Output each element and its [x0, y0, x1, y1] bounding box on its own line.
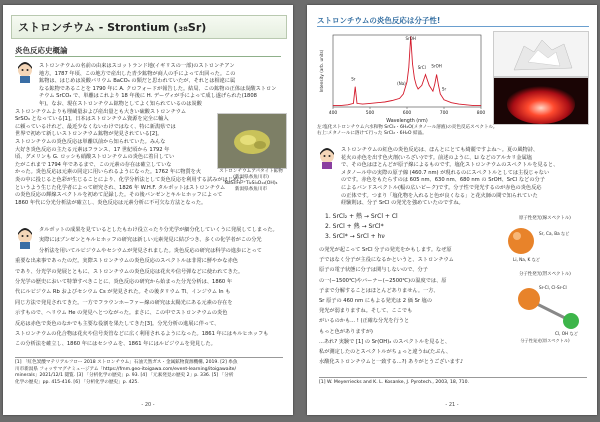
text-line: 発光が弱まりますね。そして、ここでも	[319, 308, 413, 315]
spectrum-point	[473, 105, 474, 106]
text-line: 重要な出来事であったのだ。実際ストロンチウムの炎色反応のスペクトルは非常に鮮やかな赤色	[15, 258, 238, 265]
text-line: かった。炎色反応は元素の同定に用いられるようになった。1762 年に物質を火	[15, 169, 202, 176]
emission-spectrum-chart	[317, 31, 485, 123]
caption-line: ストロンチウムアパタイト鉱物	[219, 169, 283, 174]
bond-line	[535, 303, 567, 319]
text-line: 私が測定したのとスペクトルがちょっと違うね(たぶん、	[319, 349, 452, 355]
text-line: チウム SrCO₃ で、単離はこれより 18 年後に H. デーヴィが手によって成し遂げられた(1808	[39, 93, 257, 100]
legend-atomic-label: 原子性発光(線スペクトル)	[519, 216, 571, 221]
legend-item: Sr-Cl, Cl-Sr-Cl	[539, 285, 567, 290]
sr-molecule-atom-icon	[518, 288, 540, 310]
text-line: タルボットの成果を見ているとしたもわけ役立ったり分光学が細分化していくうに発展してしまった。	[39, 227, 278, 233]
peak-annotation: Sr	[441, 86, 447, 92]
spectrum-point	[422, 85, 423, 86]
reaction-item: 3. SrCl* → SrCl + hν	[325, 233, 385, 240]
section-heading: 炎色反応史概論	[15, 46, 68, 55]
text-line: 炎の中に投じると色彩が生じることにより、化学分析法として炎色反応を利用する試みがはじめて	[15, 177, 244, 183]
spectrum-point	[403, 94, 404, 95]
footnote-line: [1] W. Meyerriecks and K. L. Kosanke, J. Pyrotech., 2003, 18, 710.	[319, 380, 469, 385]
text-line: 分析法を用いてルビジウムやセシウムが発見されました。炎色反応の研究は科学の進歩にとって	[39, 247, 262, 254]
text-line: 鉱物は、はじめは炭酸バリウム BaCO₃ の類だと思われていたが、それとは相違に属	[39, 78, 236, 85]
text-line: というよう生じた化学者によって研究され、1826 年 W.H.F. タルボットはストロンチウム	[15, 184, 226, 191]
page-right	[307, 5, 597, 415]
cl-atom-icon	[563, 313, 579, 329]
character-avatar-2-icon	[15, 227, 35, 249]
spectrum-point	[451, 102, 452, 103]
text-line: ストロンチウムの紅色の炎色反応は、ほんとにとても綺麗ですよね〜。夏の風物詩、	[341, 147, 539, 153]
spectrum-point	[481, 105, 482, 106]
legend-note: 分子性発光(帯スペクトル)	[520, 338, 570, 343]
text-line: SrSO₄ となっている[1]。日本はストロンチウム資源を完全に輸入	[15, 116, 169, 123]
text-line: 頃、グメリンも G. ロッシも硝酸ストロンチウムの炎色に着目してい	[15, 154, 175, 161]
spectrum-point	[333, 105, 334, 106]
text-line: 地方。1787 年頃、この地方で産出した青少鉱物が商人の手によって出回った。この	[39, 70, 236, 77]
caption-line: 新潟県糸魚川市	[234, 187, 268, 192]
text-line: 子ではなく分子が主役になるかというと、ストロンチウム	[319, 257, 454, 264]
caption-line: 左:塩化ストロンチウム六水和物 SrCl₂・6H₂O(メタノール溶液)の炎色反応スペクトル。	[317, 125, 498, 130]
red-flame-image	[494, 78, 588, 124]
footnote-line: minerals」2021/12/1 閲覧. [3] 「分析化学の歴史」p. 93. [4] 「元素発見の歴史 2」p. 336. [5] 「分析	[15, 373, 234, 379]
text-line: 子まで分解することはほとんどありません。一方、	[319, 287, 439, 294]
text-line: 水酸化ストロンチウムと一致する...?) ありがとうございます♪	[319, 359, 464, 366]
text-line: なる鉱物であることを 1790 年に A. クロフォードが報告した。結局、この鉱物の正体は炭酸ストロン	[39, 85, 277, 92]
peak-annotation: (Na)	[397, 80, 406, 86]
x-tick-label: 700	[439, 111, 449, 116]
text-line: で、その色はほとんどが原子線によるものです。塩化ストロンチウムのスペクトルを見ると、	[341, 162, 559, 169]
spectrum-point	[414, 78, 415, 79]
flame-photo	[493, 77, 589, 125]
spectrum-point	[377, 102, 378, 103]
text-line: ストロンチウムの化合物は花火や信号炎管などに広く利用されるようになった。1861 年にはキルヒホッフも	[15, 331, 269, 337]
text-line: ...あれ? 実験で [1] の Sr(OH)₂ のスペクトルを見ると、	[319, 338, 451, 345]
x-axis-label: Wavelength (nm)	[386, 119, 428, 124]
spectrum-point	[425, 74, 426, 75]
text-line: メタノール中の実際の原子線 (460.7 nm) が現れるのにスペクトルとしては主役じゃない	[341, 169, 550, 176]
crystal-image	[494, 32, 588, 76]
peak-annotation: SrOH	[431, 63, 442, 69]
plot-area	[333, 35, 481, 107]
text-line: であり、分光学の発展とともに、ストロンチウムの炎色反応は花火や信号弾などに使われてきた。	[15, 268, 244, 275]
x-tick-label: 800	[476, 111, 486, 116]
spectrum-point	[416, 85, 417, 86]
element-title: ストロンチウム - Strontium (₃₈Sr)	[18, 21, 207, 34]
page-number: - 21 -	[445, 402, 459, 408]
spectrum-point	[438, 85, 439, 86]
text-line: の発光が起こって SrCl 分子の発光をかもします。なぜ原	[319, 247, 452, 253]
text-line: 実際にはブンゼンとキルヒホッフの研究は新しい元素発見に結びつき、多くの化学者がこの分光	[39, 237, 262, 244]
text-line: 同じ方法で発見されてきた。一方でフラウンホーファー線の研究は太陽光にある元素の存在を	[15, 299, 233, 306]
crystal-photo	[493, 31, 589, 77]
text-line: 反応は赤色で炎色のなかでも主要な役割を果たしてきた[3]。分光分析の進展に伴って、	[15, 320, 220, 327]
spectrum-point	[348, 105, 349, 106]
spectrum-point	[340, 105, 341, 106]
text-line: に頼っているけれど、最近少なくないわけではなく、特に新潟県では	[15, 123, 176, 130]
spectrum-point	[399, 98, 400, 99]
spectrum-point	[459, 104, 460, 105]
character-avatar-icon	[15, 61, 35, 83]
spectrum-point	[353, 103, 354, 104]
x-tick-label: 400	[328, 111, 338, 116]
text-line: がいるのかも... ! (正確な分光を行うと	[319, 318, 410, 325]
text-line: ストロンチウムの名前の由来はスコットランド地(イギリスの一部)のストロンチアン	[39, 63, 235, 69]
spectrum-point	[433, 91, 434, 92]
chart-caption	[317, 125, 589, 138]
legend-item: Cl, OH など	[555, 331, 578, 336]
spectrum-point	[357, 103, 358, 104]
atom-highlight	[513, 232, 521, 240]
spectrum-point	[362, 104, 363, 105]
peak-annotation: SrOH	[405, 36, 416, 41]
text-line: の正体です。つまり「塩化物を入れると色が良くなる」と花火師の間で知られていた	[341, 192, 538, 199]
text-line: によるバンドスペクトル(幅の広いピーク)です。分子性で発光するのが赤色の炎色反応	[341, 185, 542, 191]
spectrum-point	[407, 82, 408, 83]
spectrum-point	[412, 64, 413, 65]
spectrum-point	[444, 100, 445, 101]
reaction-item: 2. SrCl + 熱 → SrCl*	[325, 223, 384, 230]
legend-molecular-label: 分子性発光(帯スペクトル)	[519, 272, 571, 277]
footnotes	[319, 377, 587, 387]
text-line: ストロンチウムの炎色反応は単離以前から知られていた。みんな	[15, 139, 166, 145]
element-title-band	[11, 15, 287, 39]
mineral-image	[218, 114, 286, 168]
x-tick-label: 600	[402, 111, 412, 116]
footnote-line: 川市新潟県 フォッサマグナミュージアム「https://fmm.geo-itoigawa.com/event-learning/itoigawaite/	[15, 366, 237, 372]
spectrum-point	[434, 84, 435, 85]
caption-line: NaSrᵢFe²⁺Ti₂Si₄O₁₄(OH)₄	[224, 181, 278, 186]
text-line: 原子の電子状態に分子は関与しないので、分子	[319, 267, 428, 274]
spectrum-point	[355, 87, 356, 88]
spectrum-point	[418, 89, 419, 90]
text-line: 代にルビジウム Rb およびセシウム Cs が発見された。その後タリウム Tl、インジウム In も	[15, 289, 231, 296]
page-left	[3, 5, 293, 415]
text-line: の一(−1500℃)やバーナー(−2500℃)の温度では、原	[319, 277, 447, 284]
text-line: 花火の赤色を出す色火剤(いろざい)です。前述のように、Li などのアルカリ金属塩	[341, 154, 532, 161]
spectrum-point	[440, 94, 441, 95]
text-line: Sr 原子の 460 nm にもよる発光は 2 価 Sr 塩の	[319, 298, 433, 304]
peak-annotation: SrCl	[417, 65, 426, 70]
text-line: この分析法を確立し、1860 年にはセシウムを、1861 年にはルビジウムを発見した。	[15, 341, 216, 348]
text-line: 分光学の歴史において特筆すべきことに、炎色反応の研究から始まった分光分析は、1860 年	[15, 279, 233, 285]
spectrum-point	[385, 102, 386, 103]
text-line: のです。赤色をもたらすのは 605 nm、630 nm、680 nm の SrOH、SrCl などの分子	[341, 177, 545, 184]
text-line: 世界で初めて新しいストロンチウム鉱物が発見されている[2]。	[15, 131, 163, 138]
x-tick-label: 500	[365, 111, 375, 116]
text-line: ストロンチウムよりも埋蔵量および産出量とも大きい硫酸ストロンチウム	[15, 108, 187, 115]
text-line: 経験則は、分子 SrCl の発光を強めていたのですね。	[341, 200, 464, 207]
text-line: 1860 年代に分光分析法が確立し、炎色反応は元素分析に不可欠な方法となった。	[15, 199, 207, 206]
y-axis-label: Intensity (arb. units)	[319, 49, 324, 93]
page-number: - 20 -	[141, 402, 155, 408]
text-line: たがこれまで 1794 年であるまで、この元素の存在は確立していな	[15, 161, 172, 168]
spectrum-point	[436, 74, 437, 75]
peak-annotation: Sr	[351, 76, 356, 82]
section-rule	[15, 56, 281, 57]
footnote-line: [1] 「紅色炭酸マテリアルフロー 2018 ストロンチウム」石油天然ガス・金属鉱物資源機構, 2019. [2] 糸魚	[15, 360, 238, 365]
footnotes	[15, 357, 283, 386]
legend-item: Li, Na, K など	[513, 257, 540, 262]
spectrum-point	[409, 67, 410, 68]
mineral-photo	[217, 113, 287, 169]
sr-atom-icon	[508, 228, 534, 254]
caption-line: 右上:メタノールに溶けて行った SrCl₂・6H₂O 結晶。	[317, 131, 427, 137]
spectrum-point	[429, 85, 430, 86]
text-line: の炎色反応の輝線スペクトルを初めて記録した。その後バンゼンとキルヒホッフによって	[15, 192, 223, 199]
heading-rule	[317, 26, 589, 27]
emission-diagram	[505, 213, 593, 343]
mineral-caption	[213, 169, 289, 193]
spectrum-point	[466, 105, 467, 106]
text-line: 年)。なお、現在ストロンチウム鉱物としてよく知られているのは炭酸	[39, 101, 202, 107]
spectrum-point	[370, 103, 371, 104]
text-line: もっと色がありますが)	[319, 328, 373, 335]
legend-item: Sr, Ca, Ba など	[539, 231, 570, 236]
character-avatar-3-icon	[317, 147, 337, 169]
footnote-line: 化学の歴史」pp. 415-416. [6] 「分析化学の歴史」p. 425.	[15, 379, 139, 385]
text-line: 示すもので、ヘリウム He の発見へとつながった。まさに、この中でストロンチウムの炎色	[15, 310, 228, 317]
text-line: 大好き炎色反応の主たる元素はフランス、17 世紀頃から 1792 年	[15, 146, 170, 153]
page-heading: ストロンチウムの炎色反応は分子性!	[317, 16, 441, 25]
reaction-item: 1. SrCl₂ + 熱 → SrCl + Cl	[325, 213, 398, 220]
spectrum-point	[392, 100, 393, 101]
caption-line: (新潟県糸魚川市)	[233, 175, 269, 180]
